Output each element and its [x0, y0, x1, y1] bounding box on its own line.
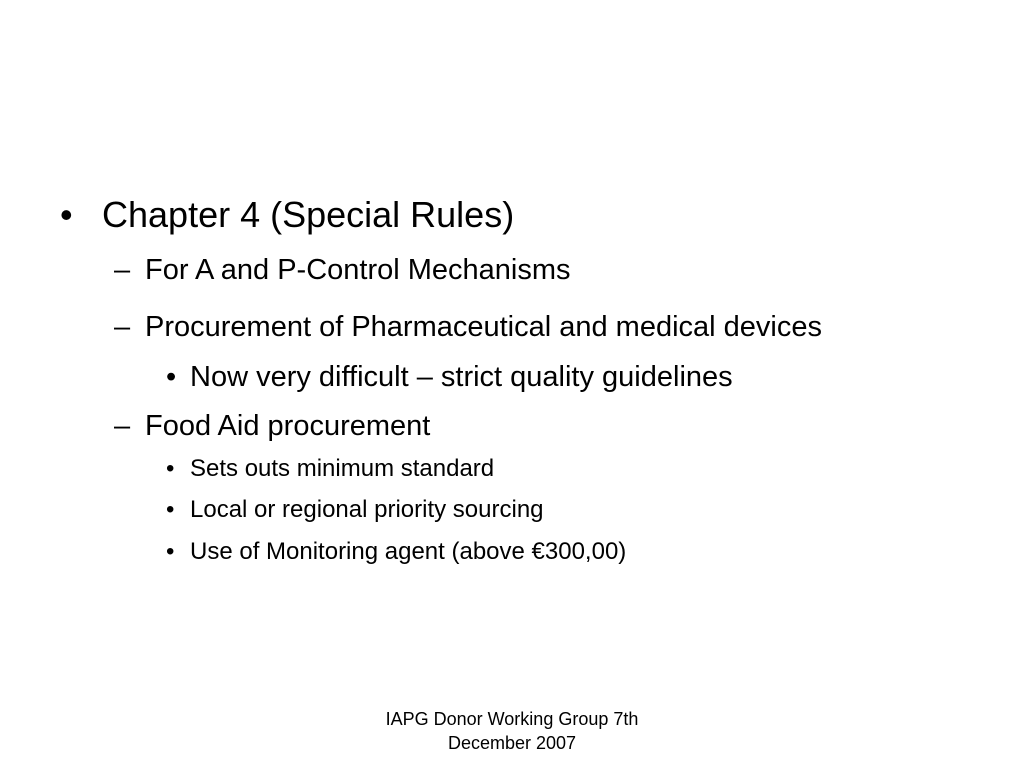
bullet-marker: •: [166, 455, 175, 482]
sub-bullet-control-mechanisms: For A and P-Control Mechanisms: [145, 254, 571, 286]
dash-marker: –: [114, 410, 131, 442]
sub-sub-bullet-monitoring-agent: Use of Monitoring agent (above €300,00): [190, 538, 627, 565]
bullet-chapter-4: Chapter 4 (Special Rules): [102, 194, 515, 235]
sub-bullet-food-aid: Food Aid procurement: [145, 410, 431, 442]
sub-sub-bullet-quality-guidelines: Now very difficult – strict quality guidelines: [190, 361, 733, 393]
bullet-marker: •: [60, 194, 73, 235]
bullet-marker: •: [166, 538, 175, 565]
sub-sub-bullet-minimum-standard: Sets outs minimum standard: [190, 455, 495, 482]
dash-marker: –: [114, 254, 131, 286]
sub-sub-bullet-priority-sourcing: Local or regional priority sourcing: [190, 496, 544, 523]
sub-bullet-pharmaceutical-procurement: Procurement of Pharmaceutical and medical devices: [145, 311, 822, 343]
bullet-marker: •: [166, 496, 175, 523]
slide-footer: IAPG Donor Working Group 7th December 2007: [385, 709, 639, 753]
dash-marker: –: [114, 311, 131, 343]
bullet-marker: •: [166, 361, 177, 393]
